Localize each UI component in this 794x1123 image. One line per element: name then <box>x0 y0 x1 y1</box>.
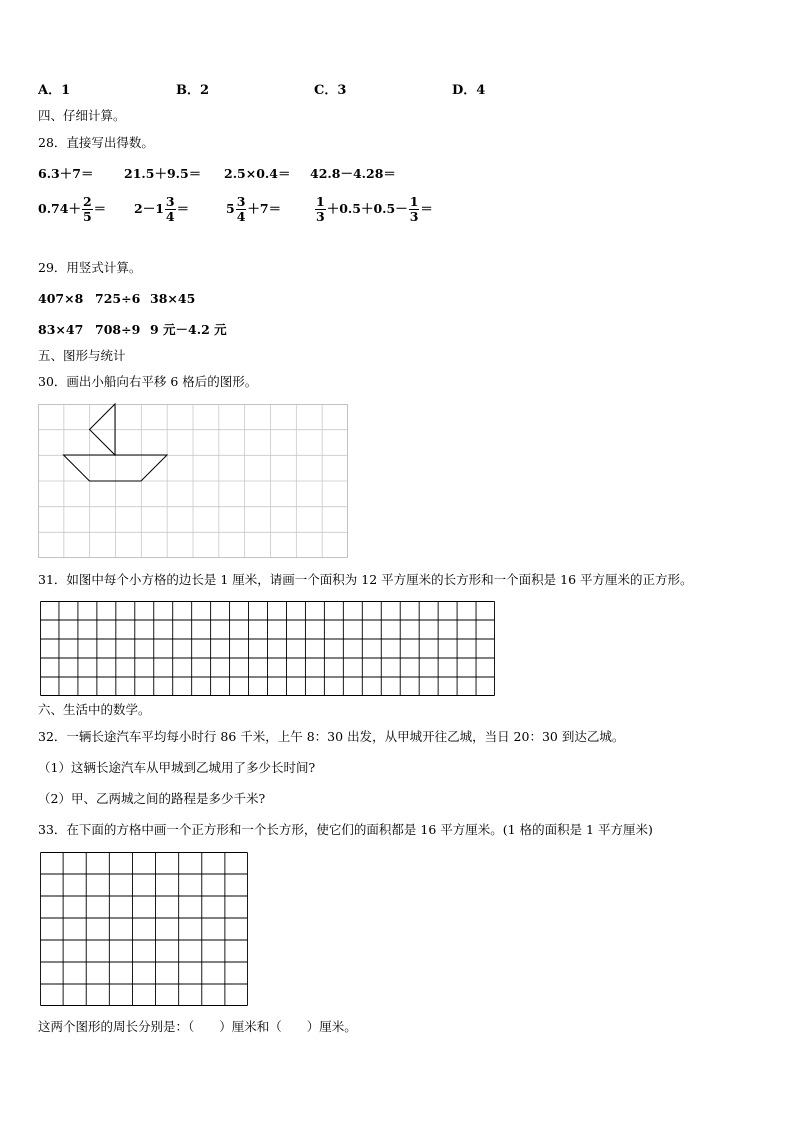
fraction <box>82 195 93 224</box>
q28-frac-expr-3 <box>226 195 281 224</box>
section-6-title: 六、生活中的数学。 <box>38 702 151 717</box>
section-4-title: 四、仔细计算。 <box>38 108 126 123</box>
q33-prompt: 33．在下面的方格中画一个正方形和一个长方形，使它们的面积都是 16 平方厘米。(1 格的面积是 1 平方厘米) <box>38 822 653 837</box>
q29-expr-3: 38×45 <box>150 291 196 306</box>
equals: ＝ <box>176 201 190 216</box>
fraction <box>236 195 247 224</box>
q28-frac-expr-4 <box>314 195 433 224</box>
boat-grid <box>38 404 348 558</box>
q32-sub-1: （1）这辆长途汽车从甲城到乙城用了多少长时间? <box>38 760 316 775</box>
q32-sub-2: （2）甲、乙两城之间的路程是多少千米? <box>38 791 266 806</box>
denominator: 5 <box>82 209 92 224</box>
q29-expr-1: 407×8 <box>38 291 84 306</box>
q31-grid <box>40 601 495 696</box>
q29-expr-6: 9 元－4.2 元 <box>150 322 227 337</box>
q29-expr-4: 83×47 <box>38 322 84 337</box>
q30-prompt: 30．画出小船向右平移 6 格后的图形。 <box>38 374 258 389</box>
fraction <box>165 195 176 224</box>
denominator: 4 <box>165 209 175 224</box>
equals: ＝ <box>420 201 433 216</box>
fraction-1 <box>315 195 326 224</box>
numerator: 1 <box>409 194 419 209</box>
q28-expr-1: 6.3＋7＝ <box>38 166 94 181</box>
option-d: D．4 <box>452 83 486 98</box>
q29-prompt: 29．用竖式计算。 <box>38 260 142 275</box>
denominator: 4 <box>236 209 246 224</box>
mid-part: ＋0.5＋0.5－ <box>326 201 408 216</box>
numerator: 1 <box>316 194 325 209</box>
fraction-2 <box>409 195 420 224</box>
q28-expr-2: 21.5＋9.5＝ <box>124 166 202 181</box>
denominator: 3 <box>409 209 419 224</box>
numerator: 3 <box>236 194 246 209</box>
q32-prompt: 32．一辆长途汽车平均每小时行 86 千米，上午 8：30 出发，从甲城开往乙城，当日 20：30 到达乙城。 <box>38 729 625 744</box>
q33-answer-line: 这两个图形的周长分别是：（ ）厘米和（ ）厘米。 <box>38 1019 357 1034</box>
whole-part: 0.74＋ <box>38 201 81 216</box>
numerator: 3 <box>165 194 175 209</box>
option-a: A．1 <box>38 83 71 98</box>
head-part: 2－1 <box>134 201 164 216</box>
equals: ＝ <box>93 201 107 216</box>
section-5-title: 五、图形与统计 <box>38 348 126 363</box>
denominator: 3 <box>316 209 325 224</box>
q28-frac-expr-2 <box>134 195 189 224</box>
q29-expr-5: 708÷9 <box>95 322 141 337</box>
q33-grid <box>40 852 248 1006</box>
q28-frac-expr-1 <box>38 195 106 224</box>
q31-prompt: 31．如图中每个小方格的边长是 1 厘米，请画一个面积为 12 平方厘米的长方形和一个面积是 16 平方厘米的正方形。 <box>38 572 693 587</box>
q28-expr-3: 2.5×0.4＝ <box>224 166 291 181</box>
option-c: C．3 <box>314 83 347 98</box>
option-b: B．2 <box>176 83 210 98</box>
numerator: 2 <box>82 194 92 209</box>
tail-part: ＋7＝ <box>247 201 282 216</box>
q28-prompt: 28．直接写出得数。 <box>38 135 154 150</box>
q28-expr-4: 42.8－4.28＝ <box>310 166 396 181</box>
head-part: 5 <box>226 201 235 216</box>
q29-expr-2: 725÷6 <box>95 291 141 306</box>
